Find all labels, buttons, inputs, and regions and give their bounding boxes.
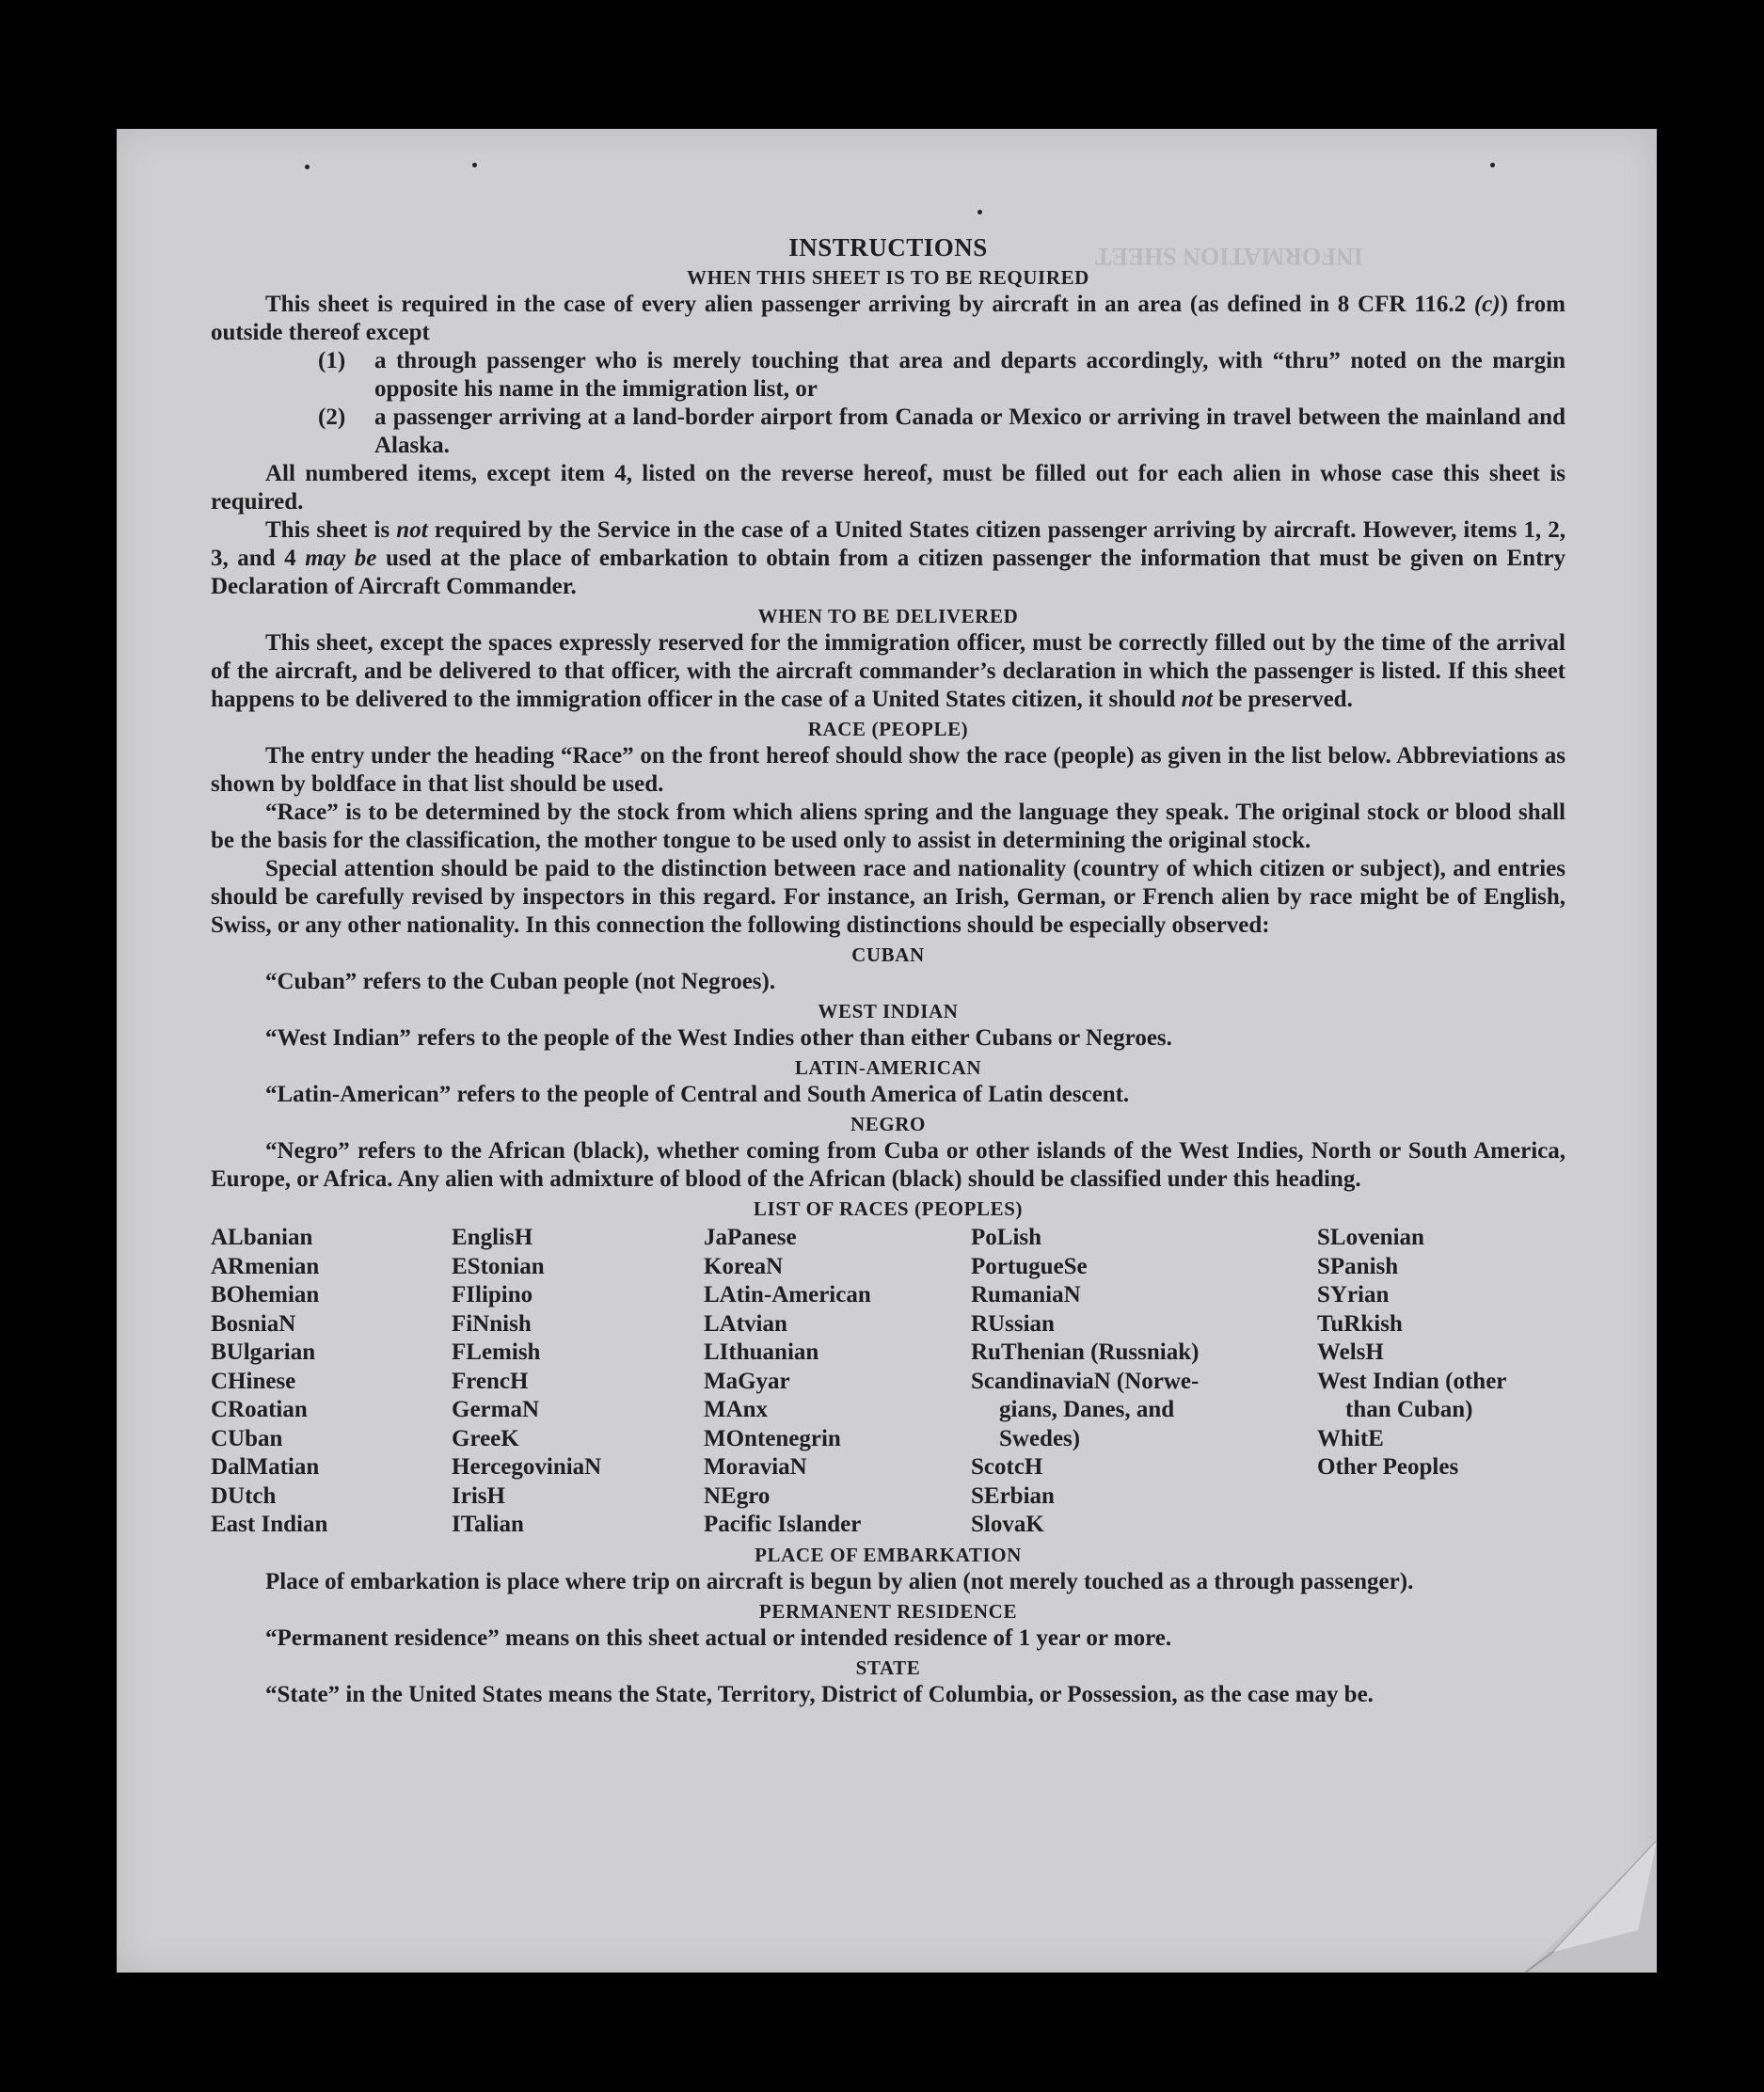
race-entry: East Indian xyxy=(211,1512,328,1537)
delivered-text-a: This sheet, except the spaces expressly reserved for the immigration officer, must be correctly filled out by the time of the arrival of the aircraft, and be delivered to that officer, with the aircraft commander’s declaration in which the passenger is listed. If this sheet happens to be delivered to the immigration officer in the case of a United States citizen, it should xyxy=(211,630,1565,712)
race-column-2 xyxy=(452,1224,704,1540)
heading-cuban: CUBAN xyxy=(851,943,925,966)
race-entry-continued: than Cuban) xyxy=(1345,1397,1473,1422)
race-entry: SYrian xyxy=(1317,1282,1390,1308)
instructions-content xyxy=(211,232,1565,1709)
race-para3: Special attention should be paid to the distinction between race and nationality (country of which citizen or subject), and entries should be carefully revised by inspectors in this regard. For instance, an Irish, German, or French alien by race might be of English, Swiss, or any other nationality. In this connection the following distinctions should be especially observed: xyxy=(211,856,1565,938)
heading-negro: NEGRO xyxy=(850,1113,926,1135)
para3-text-b: required by the Service in the case of a United States citizen passenger arriving by aircraft. However, items 1, 2, 3, and 4 xyxy=(211,517,1565,571)
west-indian-text: “West Indian” refers to the people of the West Indies other than either Cubans or Negroes. xyxy=(265,1025,1172,1051)
latin-american-text: “Latin-American” refers to the people of Central and South America of Latin descent. xyxy=(265,1082,1130,1107)
exception-item-2 xyxy=(211,404,1565,460)
race-entry: RUssian xyxy=(971,1310,1055,1337)
heading-permanent-residence: PERMANENT RESIDENCE xyxy=(758,1599,1018,1623)
heading-list-of-races: LIST OF RACES (PEOPLES) xyxy=(753,1197,1024,1220)
race-entry: FrencH xyxy=(452,1368,529,1394)
race-entry: TuRkish xyxy=(1317,1310,1403,1337)
race-entry: NEgro xyxy=(704,1482,771,1509)
when-delivered-text xyxy=(211,629,1565,714)
race-entry: ITalian xyxy=(452,1512,524,1537)
race-entry: MaGyar xyxy=(704,1368,790,1394)
race-entry-continued: gians, Danes, and xyxy=(999,1397,1175,1422)
race-entry: KoreaN xyxy=(704,1253,784,1279)
para3-em-may-be: may be xyxy=(305,546,377,571)
race-entry: PoLish xyxy=(971,1225,1042,1250)
bleed-through-mark: INFORMATION SHEET xyxy=(1095,243,1363,270)
heading-race: RACE (PEOPLE) xyxy=(807,718,969,740)
intro-text-em: (c) xyxy=(1473,292,1501,317)
race-entry: JaPanese xyxy=(704,1225,797,1250)
intro-text-b: ) from outside thereof except xyxy=(211,292,1565,345)
race-entry: West Indian (other xyxy=(1317,1368,1507,1394)
race-entry-continued: Swedes) xyxy=(999,1425,1081,1451)
intro-text-a: This sheet is required in the case of every alien passenger arriving by aircraft in an area (as defined in 8 CFR 116.2 xyxy=(265,292,1474,317)
heading-when-delivered: WHEN TO BE DELIVERED xyxy=(757,605,1019,627)
race-entry: FIlipino xyxy=(452,1282,533,1308)
race-para1: The entry under the heading “Race” on the front hereof should show the race (people) as given in the list below. Abbreviations as shown by boldface in that list should be used. xyxy=(211,743,1565,797)
embarkation-text: Place of embarkation is place where trip on aircraft is begun by alien (not merely touched as a through passenger). xyxy=(265,1568,1414,1594)
race-para2: “Race” is to be determined by the stock from which aliens spring and the language they speak. The original stock or blood shall be the basis for the classification, the mother tongue to be used only to assist in determining the original stock. xyxy=(211,800,1565,853)
speck-mark xyxy=(472,163,477,167)
race-entry: FiNnish xyxy=(452,1310,532,1337)
race-entry: ARmenian xyxy=(211,1253,320,1279)
when-required-para2: All numbered items, except item 4, listed on the reverse hereof, must be filled out for each alien in whose case this sheet is required. xyxy=(211,461,1565,515)
heading-west-indian: WEST INDIAN xyxy=(818,1000,959,1022)
race-entry: ScotcH xyxy=(971,1454,1043,1480)
race-entry: SlovaK xyxy=(971,1512,1044,1537)
race-entry: SPanish xyxy=(1317,1253,1399,1279)
exception-text: a through passenger who is merely touching that area and departs accordingly, with “thru” noted on the margin opposite his name in the immigration list, or xyxy=(374,348,1565,402)
race-entry: GermaN xyxy=(452,1397,540,1422)
race-column-3 xyxy=(704,1224,971,1540)
race-entry: SErbian xyxy=(971,1482,1055,1509)
document-page xyxy=(117,129,1657,1973)
race-entry: FLemish xyxy=(452,1339,541,1365)
race-entry: WhitE xyxy=(1317,1425,1384,1451)
race-entry: RuThenian (Russniak) xyxy=(971,1339,1200,1365)
state-text: “State” in the United States means the State, Territory, District of Columbia, or Possession, as the case may be. xyxy=(265,1681,1374,1707)
race-entry: CUban xyxy=(211,1425,283,1451)
para3-text-a: This sheet is xyxy=(265,517,397,543)
race-entry: CRoatian xyxy=(211,1397,308,1422)
race-entry: Other Peoples xyxy=(1317,1454,1459,1480)
folded-corner-icon xyxy=(1525,1841,1657,1973)
residence-text: “Permanent residence” means on this sheet actual or intended residence of 1 year or more. xyxy=(265,1624,1172,1651)
exception-number: (2) xyxy=(318,404,346,430)
heading-state: STATE xyxy=(855,1656,921,1679)
race-entry: BUlgarian xyxy=(211,1339,316,1365)
race-entry: DalMatian xyxy=(211,1454,320,1480)
delivered-em-not: not xyxy=(1181,687,1213,712)
race-entry: Pacific Islander xyxy=(704,1512,862,1537)
race-entry: LAtvian xyxy=(704,1310,787,1337)
page-title: INSTRUCTIONS xyxy=(788,233,988,262)
para3-text-c: used at the place of embarkation to obtain from a citizen passenger the information that must be given on Entry Declaration of Aircraft Commander. xyxy=(211,546,1565,599)
cuban-text: “Cuban” refers to the Cuban people (not Negroes). xyxy=(265,969,776,994)
race-entry: ALbanian xyxy=(211,1225,313,1250)
race-entry: GreeK xyxy=(452,1425,519,1451)
race-entry: PortugueSe xyxy=(971,1253,1088,1279)
race-column-5 xyxy=(1317,1224,1565,1540)
exception-number: (1) xyxy=(318,348,346,373)
race-entry: SLovenian xyxy=(1317,1225,1424,1250)
para3-em-not: not xyxy=(396,517,428,543)
race-entry: EStonian xyxy=(452,1253,545,1279)
race-entry: MOntenegrin xyxy=(704,1425,841,1451)
race-entry: DUtch xyxy=(211,1482,277,1509)
race-entry: IrisH xyxy=(452,1482,505,1509)
speck-mark xyxy=(305,165,310,169)
heading-embarkation: PLACE OF EMBARKATION xyxy=(755,1543,1022,1566)
race-entry: RumaniaN xyxy=(971,1282,1081,1308)
when-required-intro xyxy=(211,291,1565,347)
race-entry: MAnx xyxy=(704,1397,769,1422)
race-entry: BOhemian xyxy=(211,1282,320,1308)
delivered-text-b: be preserved. xyxy=(1213,687,1353,712)
speck-mark xyxy=(977,210,982,214)
race-entry: ScandinaviaN (Norwe- xyxy=(971,1368,1200,1394)
heading-latin-american: LATIN-AMERICAN xyxy=(794,1056,982,1079)
negro-text: “Negro” refers to the African (black), whether coming from Cuba or other islands of the West Indies, North or South America, Europe, or Africa. Any alien with admixture of blood of the African (black) should be classified under this heading. xyxy=(211,1138,1565,1192)
race-entry: BosniaN xyxy=(211,1310,296,1337)
race-list xyxy=(211,1224,1565,1540)
race-entry: LIthuanian xyxy=(704,1339,819,1365)
race-entry: LAtin-American xyxy=(704,1282,871,1308)
race-entry: MoraviaN xyxy=(704,1454,807,1480)
race-entry: CHinese xyxy=(211,1368,296,1394)
when-required-para3 xyxy=(211,516,1565,601)
exception-item-1 xyxy=(211,347,1565,404)
heading-when-required: WHEN THIS SHEET IS TO BE REQUIRED xyxy=(687,266,1089,289)
race-column-4 xyxy=(971,1224,1317,1540)
race-entry: WelsH xyxy=(1317,1339,1384,1365)
race-entry: HercegoviniaN xyxy=(452,1454,602,1480)
race-column-1 xyxy=(211,1224,452,1540)
speck-mark xyxy=(1490,163,1495,167)
exception-text: a passenger arriving at a land-border airport from Canada or Mexico or arriving in travel between the mainland and Alaska. xyxy=(374,404,1565,458)
race-entry: EnglisH xyxy=(452,1225,533,1250)
